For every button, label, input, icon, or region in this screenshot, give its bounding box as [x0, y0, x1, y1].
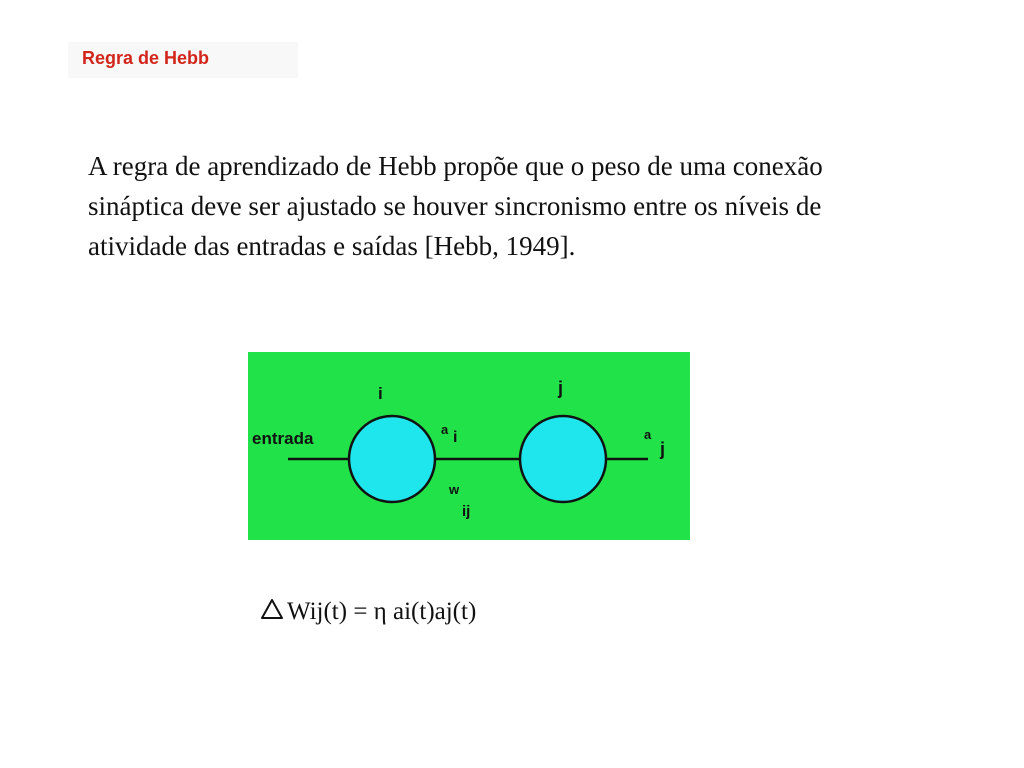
hebb-neuron-diagram — [248, 352, 690, 540]
delta-triangle-icon — [260, 598, 284, 627]
body-text: A regra de aprendizado de Hebb propõe que o peso de uma conexão sináptica deve ser ajustado se houver sincronismo entre os níveis de atividade das entradas e saídas [Hebb, 1949]. — [88, 151, 823, 261]
hebb-formula — [260, 598, 476, 627]
slide-title: Regra de Hebb — [82, 48, 210, 68]
weight-label: w — [449, 482, 460, 497]
activation-j-label: a — [644, 427, 652, 442]
activation-i-subscript: i — [453, 429, 458, 446]
diagram-svg — [248, 352, 690, 540]
neuron-i-label: i — [378, 384, 383, 403]
slide-title-box — [68, 42, 298, 78]
input-label: entrada — [252, 429, 314, 448]
neuron-j-label: j — [558, 378, 564, 398]
neuron-j — [520, 416, 606, 502]
activation-i-label: a — [441, 422, 449, 437]
formula-expression: Wij(t) = η ai(t)aj(t) — [287, 598, 477, 625]
weight-subscript: ij — [462, 503, 471, 520]
activation-j-subscript: j — [660, 439, 666, 459]
neuron-i — [349, 416, 435, 502]
